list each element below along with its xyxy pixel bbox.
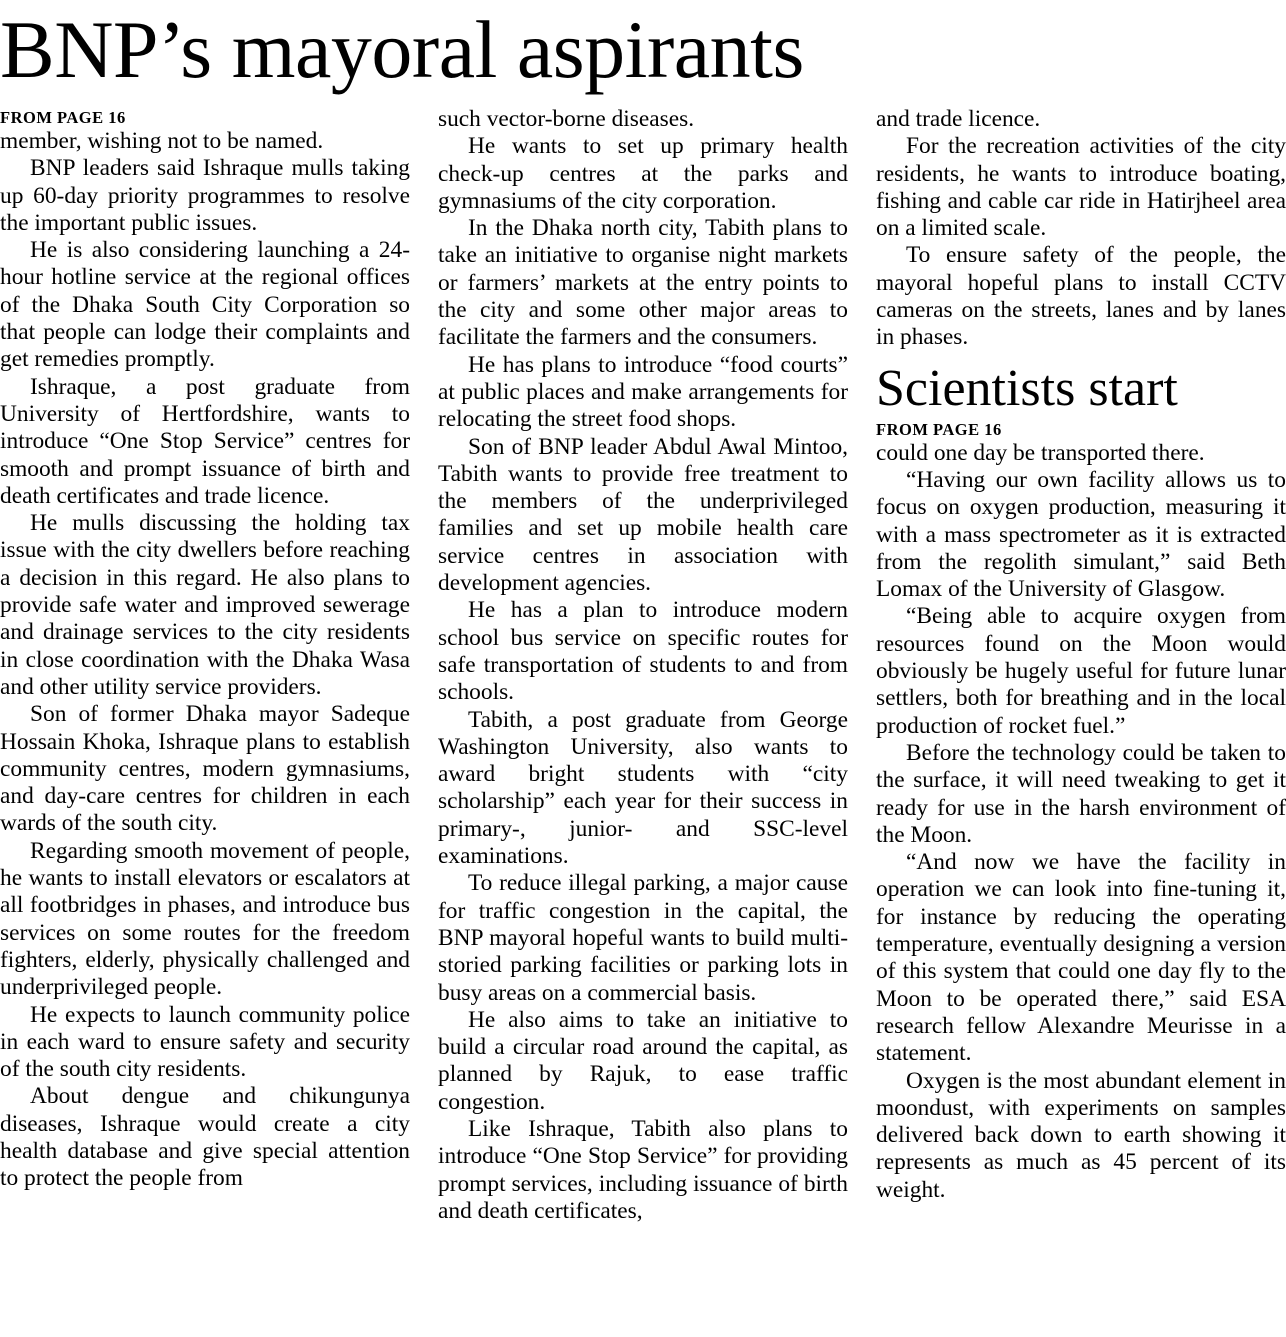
paragraph: In the Dhaka north city, Tabith plans to take an initiative to organise night markets or farmers’ markets at the entry points to the city and some other major areas to facilitate the farmers and the consumers. (438, 215, 848, 351)
paragraph: “Being able to acquire oxygen from resources found on the Moon would obviously be hugely useful for future lunar settlers, both for breathing and in the local production of rocket fuel.” (876, 603, 1286, 739)
paragraph: For the recreation activities of the city residents, he wants to introduce boating, fishing and cable car ride in Hatirjheel area on a limited scale. (876, 133, 1286, 242)
paragraph: Regarding smooth movement of people, he wants to install elevators or escalators at all footbridges in phases, and introduce bus services on some routes for the freedom fighters, elderly, physically challenged and underprivileged people. (0, 837, 410, 1001)
article-column-1 (0, 108, 410, 1193)
paragraph: He has plans to introduce “food courts” at public places and make arrangements for relocating the street food shops. (438, 351, 848, 433)
paragraph: Oxygen is the most abundant element in moondust, with experiments on samples delivered back down to earth showing it represents as much as 45 percent of its weight. (876, 1067, 1286, 1203)
paragraph: and trade licence. (876, 106, 1041, 132)
paragraph: To ensure safety of the people, the mayoral hopeful plans to install CCTV cameras on the streets, lanes and by lanes in phases. (876, 242, 1286, 351)
article-headline: BNP’s mayoral aspirants (0, 4, 804, 95)
paragraph: Before the technology could be taken to the surface, it will need tweaking to get it ready for use in the harsh environment of the Moon. (876, 739, 1286, 848)
article-column-3 (876, 106, 1286, 1204)
paragraph: member, wishing not to be named. (0, 128, 324, 154)
paragraph: He expects to launch community police in each ward to ensure safety and security of the south city residents. (0, 1001, 410, 1083)
paragraph: Son of former Dhaka mayor Sadeque Hossain Khoka, Ishraque plans to establish community centres, modern gymnasiums, and day-care centres for children in each wards of the south city. (0, 701, 410, 837)
second-article-headline: Scientists start (876, 359, 1178, 417)
paragraph: About dengue and chikungunya diseases, Ishraque would create a city health database and give special attention to protect the people from (0, 1083, 410, 1192)
paragraph: He also aims to take an initiative to build a circular road around the capital, as planned by Rajuk, to ease traffic congestion. (438, 1006, 848, 1115)
paragraph: He wants to set up primary health check-up centres at the parks and gymnasiums of the city corporation. (438, 133, 848, 214)
paragraph: “And now we have the facility in operation we can look into fine-tuning it, for instance by reducing the operating temperature, eventually designing a version of this system that could one day fly to the Moon to be operated there,” said ESA research fellow Alexandre Meurisse in a statement. (876, 849, 1286, 1067)
paragraph: Like Ishraque, Tabith also plans to introduce “One Stop Service” for providing prompt services, including issuance of birth and death certificates, (438, 1115, 848, 1224)
jump-line: FROM PAGE 16 (876, 419, 1002, 439)
paragraph: He is also considering launching a 24-hour hotline service at the regional offices of the Dhaka South City Corporation so that people can lodge their complaints and get remedies promptly. (0, 237, 410, 373)
article-column-2 (438, 106, 848, 1225)
paragraph: such vector-borne diseases. (438, 106, 695, 132)
paragraph: He mulls discussing the holding tax issue with the city dwellers before reaching a decision in this regard. He also plans to provide safe water and improved sewerage and drainage services to the city residents in close coordination with the Dhaka Wasa and other utility service providers. (0, 510, 410, 700)
paragraph: “Having our own facility allows us to focus on oxygen production, measuring it with a mass spectrometer as it is extracted from the regolith simulant,” said Beth Lomax of the University of Glasgow. (876, 466, 1286, 603)
paragraph: BNP leaders said Ishraque mulls taking up 60-day priority programmes to resolve the important public issues. (0, 155, 410, 236)
jump-line: FROM PAGE 16 (0, 108, 126, 127)
paragraph: He has a plan to introduce modern school bus service on specific routes for safe transportation of students to and from schools. (438, 597, 848, 706)
paragraph: could one day be transported there. (876, 439, 1205, 466)
paragraph: To reduce illegal parking, a major cause for traffic congestion in the capital, the BNP mayoral hopeful wants to build multi-storied parking facilities or parking lots in busy areas on a commercial basis. (438, 870, 848, 1006)
paragraph: Ishraque, a post graduate from University of Hertfordshire, wants to introduce “One Stop Service” centres for smooth and prompt issuance of birth and death certificates and trade licence. (0, 373, 410, 509)
paragraph: Tabith, a post graduate from George Washington University, also wants to award bright students with “city scholarship” each year for their success in primary-, junior- and SSC-level examinations. (438, 706, 848, 870)
paragraph: Son of BNP leader Abdul Awal Mintoo, Tabith wants to provide free treatment to the members of the underprivileged families and set up mobile health care service centres in association with development agencies. (438, 433, 848, 597)
